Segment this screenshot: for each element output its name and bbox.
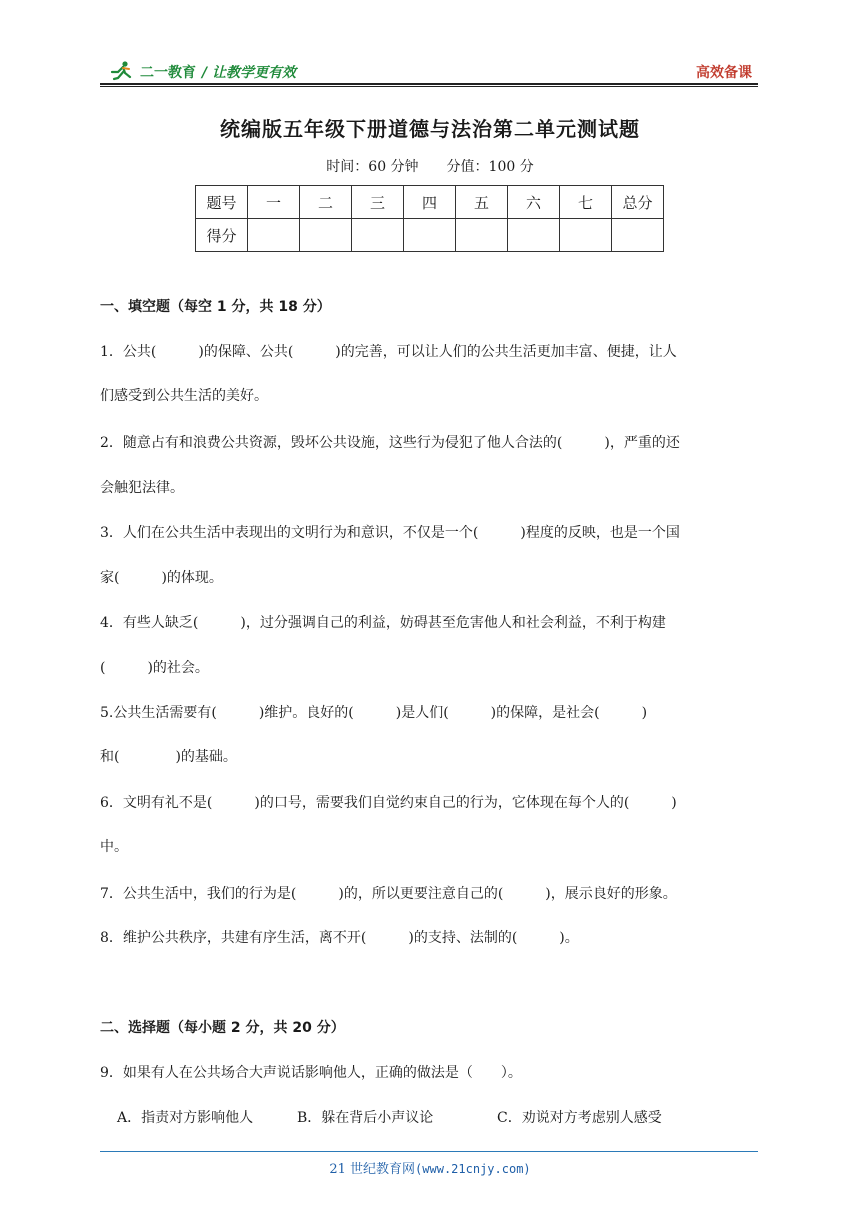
- question-line: 7．公共生活中，我们的行为是( )的，所以更要注意自己的( )，展示良好的形象。: [100, 886, 677, 902]
- score-table-header-cell: 二: [300, 186, 352, 219]
- footer-url: (www.21cnjy.com): [415, 1162, 531, 1176]
- exam-info: [0, 156, 860, 176]
- score-table-header-cell: 四: [404, 186, 456, 219]
- score-cell: [612, 219, 664, 252]
- footer-site-name: 21 世纪教育网: [329, 1162, 416, 1177]
- score-cell: [248, 219, 300, 252]
- score-table-score-row: [196, 219, 664, 252]
- score-table-header-cell: 七: [560, 186, 612, 219]
- score-table-header-cell: 一: [248, 186, 300, 219]
- score-table-header-cell: 六: [508, 186, 560, 219]
- score-cell: [508, 219, 560, 252]
- answer-options: [117, 1107, 662, 1127]
- score-cell: [560, 219, 612, 252]
- score-table-header-cell: 题号: [196, 186, 248, 219]
- score-table-header-row: [196, 186, 664, 219]
- score-cell: [404, 219, 456, 252]
- score-table-header-cell: 总分: [612, 186, 664, 219]
- question-line: 8．维护公共秩序，共建有序生活，离不开( )的支持、法制的( )。: [100, 930, 579, 946]
- option-c: C．劝说对方考虑别人感受: [497, 1110, 662, 1126]
- option-a: A．指责对方影响他人: [117, 1110, 254, 1126]
- question-line: 2．随意占有和浪费公共资源，毁坏公共设施，这些行为侵犯了他人合法的( )，严重的还: [100, 435, 680, 451]
- question-line: 3．人们在公共生活中表现出的文明行为和意识，不仅是一个( )程度的反映，也是一个国: [100, 525, 680, 541]
- exam-time: 时间：60 分钟: [326, 159, 419, 175]
- score-table-header-cell: 三: [352, 186, 404, 219]
- runner-logo-icon: [108, 60, 136, 82]
- question-line: 6．文明有礼不是( )的口号，需要我们自觉约束自己的行为，它体现在每个人的( ): [100, 795, 677, 811]
- header-right-tag: 高效备课: [696, 65, 752, 81]
- question-line: 4．有些人缺乏( )，过分强调自己的利益，妨碍甚至危害他人和社会利益，不利于构建: [100, 615, 666, 631]
- exam-score: 分值：100 分: [446, 159, 534, 175]
- question-line: ( )的社会。: [100, 660, 209, 676]
- footer-divider: [100, 1151, 758, 1152]
- score-cell: [300, 219, 352, 252]
- page-title: 统编版五年级下册道德与法治第二单元测试题: [220, 117, 640, 141]
- page-header: [100, 56, 758, 84]
- score-table-row-label: 得分: [196, 219, 248, 252]
- section-2-heading: 二、选择题（每小题 2 分，共 20 分）: [100, 1020, 345, 1036]
- question-line: 会触犯法律。: [100, 480, 184, 496]
- header-divider: [100, 83, 758, 85]
- score-cell: [352, 219, 404, 252]
- score-table: [195, 185, 664, 252]
- question-line: 中。: [100, 839, 128, 855]
- brand-slogan: / 让教学更有效: [202, 65, 296, 81]
- brand-name: 二一教育: [140, 65, 196, 81]
- brand-text: [140, 62, 296, 82]
- question-line: 家( )的体现。: [100, 570, 223, 586]
- header-divider-thin: [100, 86, 758, 87]
- question-line: 5.公共生活需要有( )维护。良好的( )是人们( )的保障，是社会( ): [100, 705, 648, 721]
- score-table-header-cell: 五: [456, 186, 508, 219]
- section-1-heading: 一、填空题（每空 1 分，共 18 分）: [100, 299, 331, 315]
- option-b: B．躲在背后小声议论: [297, 1110, 434, 1126]
- question-line: 们感受到公共生活的美好。: [100, 388, 268, 404]
- question-line: 1．公共( )的保障、公共( )的完善，可以让人们的公共生活更加丰富、便捷，让人: [100, 344, 677, 360]
- question-line: 和( )的基础。: [100, 749, 237, 765]
- score-cell: [456, 219, 508, 252]
- page-footer: [0, 1158, 860, 1177]
- question-line: 9．如果有人在公共场合大声说话影响他人，正确的做法是（ ）。: [100, 1065, 522, 1081]
